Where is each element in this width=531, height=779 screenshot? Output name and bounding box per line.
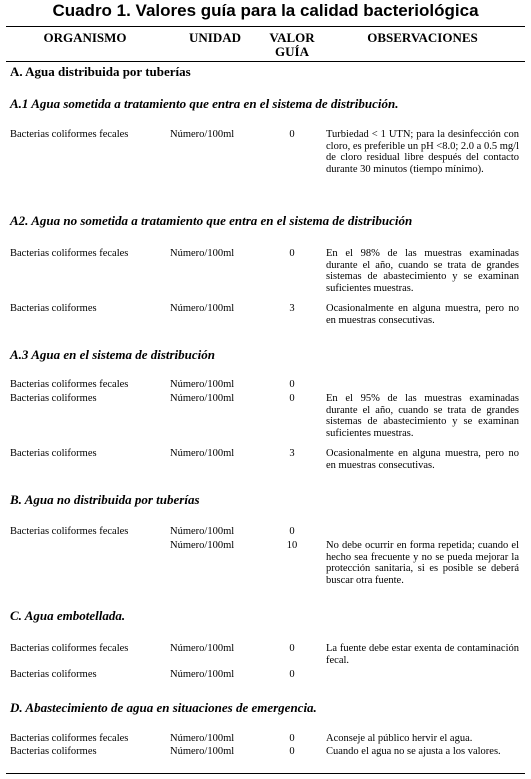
cell-unidad: Número/100ml <box>170 746 235 757</box>
cell-unidad: Número/100ml <box>170 303 235 314</box>
cell-valor: 0 <box>289 643 295 654</box>
cell-organismo: Bacterias coliformes fecales <box>10 733 129 744</box>
cell-valor: 0 <box>289 379 295 390</box>
header-valor-guia <box>262 31 322 59</box>
cell-observaciones: En el 98% de las muestras examinadas durante el año, cuando se trata de grandes sistemas de abastecimiento y se examinan suficientes muestras. <box>326 248 519 294</box>
cell-valor: 0 <box>289 129 295 140</box>
header-bottom-rule <box>6 61 525 62</box>
cell-unidad: Número/100ml <box>170 669 235 680</box>
section-a-heading: A. Agua distribuida por tuberías <box>10 64 191 79</box>
header-top-rule <box>6 26 525 27</box>
cell-valor: 3 <box>289 303 295 314</box>
section-c-heading: C. Agua embotellada. <box>10 608 126 623</box>
cell-organismo: Bacterias coliformes <box>10 746 97 757</box>
cell-valor: 0 <box>289 393 295 404</box>
section-a1-heading: A.1 Agua sometida a tratamiento que entra en el sistema de distribución. <box>10 96 399 111</box>
cell-valor: 0 <box>289 746 295 757</box>
cell-valor: 0 <box>289 669 295 680</box>
cell-observaciones: Cuando el agua no se ajusta a los valores. <box>326 746 501 757</box>
cell-unidad: Número/100ml <box>170 526 235 537</box>
cell-organismo: Bacterias coliformes fecales <box>10 129 129 140</box>
table-bottom-rule <box>6 773 525 774</box>
cell-observaciones: Aconseje al público hervir el agua. <box>326 733 473 744</box>
cell-unidad: Número/100ml <box>170 733 235 744</box>
cell-organismo: Bacterias coliformes fecales <box>10 379 129 390</box>
section-b-heading: B. Agua no distribuida por tuberías <box>10 492 200 507</box>
cell-valor: 0 <box>289 526 295 537</box>
cell-organismo: Bacterias coliformes <box>10 393 97 404</box>
cell-unidad: Número/100ml <box>170 393 235 404</box>
cell-valor: 0 <box>289 248 295 259</box>
header-unidad: UNIDAD <box>189 30 241 45</box>
cell-organismo: Bacterias coliformes <box>10 669 97 680</box>
cell-unidad: Número/100ml <box>170 129 235 140</box>
cell-organismo: Bacterias coliformes <box>10 448 97 459</box>
cell-observaciones: No debe ocurrir en forma repetida; cuando el hecho sea frecuente y no se pueda mejorar la protección sanitaria, si es posible se deberá buscar otra fuente. <box>326 540 519 586</box>
cell-organismo: Bacterias coliformes fecales <box>10 526 129 537</box>
cell-organismo: Bacterias coliformes fecales <box>10 643 129 654</box>
section-d-heading: D. Abastecimiento de agua en situaciones de emergencia. <box>10 700 317 715</box>
header-observaciones: OBSERVACIONES <box>367 30 478 45</box>
cell-unidad: Número/100ml <box>170 248 235 259</box>
header-valor-line1: VALOR <box>269 30 315 45</box>
cell-observaciones: La fuente debe estar exenta de contaminación fecal. <box>326 643 519 666</box>
cell-organismo: Bacterias coliformes <box>10 303 97 314</box>
cell-organismo: Bacterias coliformes fecales <box>10 248 129 259</box>
cell-valor: 10 <box>286 540 298 551</box>
cell-observaciones: En el 95% de las muestras examinadas durante el año, cuando se trata de grandes sistemas de abastecimiento y se examinan suficientes muestras. <box>326 393 519 439</box>
header-organismo: ORGANISMO <box>43 30 127 45</box>
cell-unidad: Número/100ml <box>170 540 235 551</box>
cell-unidad: Número/100ml <box>170 379 235 390</box>
header-valor-line2: GUÍA <box>275 44 309 59</box>
cell-observaciones: Turbiedad < 1 UTN; para la desinfección con cloro, es preferible un pH <8.0; 2.0 a 0.5 mg/l de cloro residual libre después del contacto durante 30 minutos (tiempo mínimo). <box>326 129 519 175</box>
table-title: Cuadro 1. Valores guía para la calidad bacteriológica <box>52 1 479 20</box>
cell-unidad: Número/100ml <box>170 448 235 459</box>
section-a2-heading: A2. Agua no sometida a tratamiento que entra en el sistema de distribución <box>10 213 413 228</box>
cell-observaciones: Ocasionalmente en alguna muestra, pero no en muestras consecutivas. <box>326 448 519 471</box>
cell-valor: 0 <box>289 733 295 744</box>
cell-observaciones: Ocasionalmente en alguna muestra, pero no en muestras consecutivas. <box>326 303 519 326</box>
cell-unidad: Número/100ml <box>170 643 235 654</box>
section-a3-heading: A.3 Agua en el sistema de distribución <box>10 347 216 362</box>
cell-valor: 3 <box>289 448 295 459</box>
